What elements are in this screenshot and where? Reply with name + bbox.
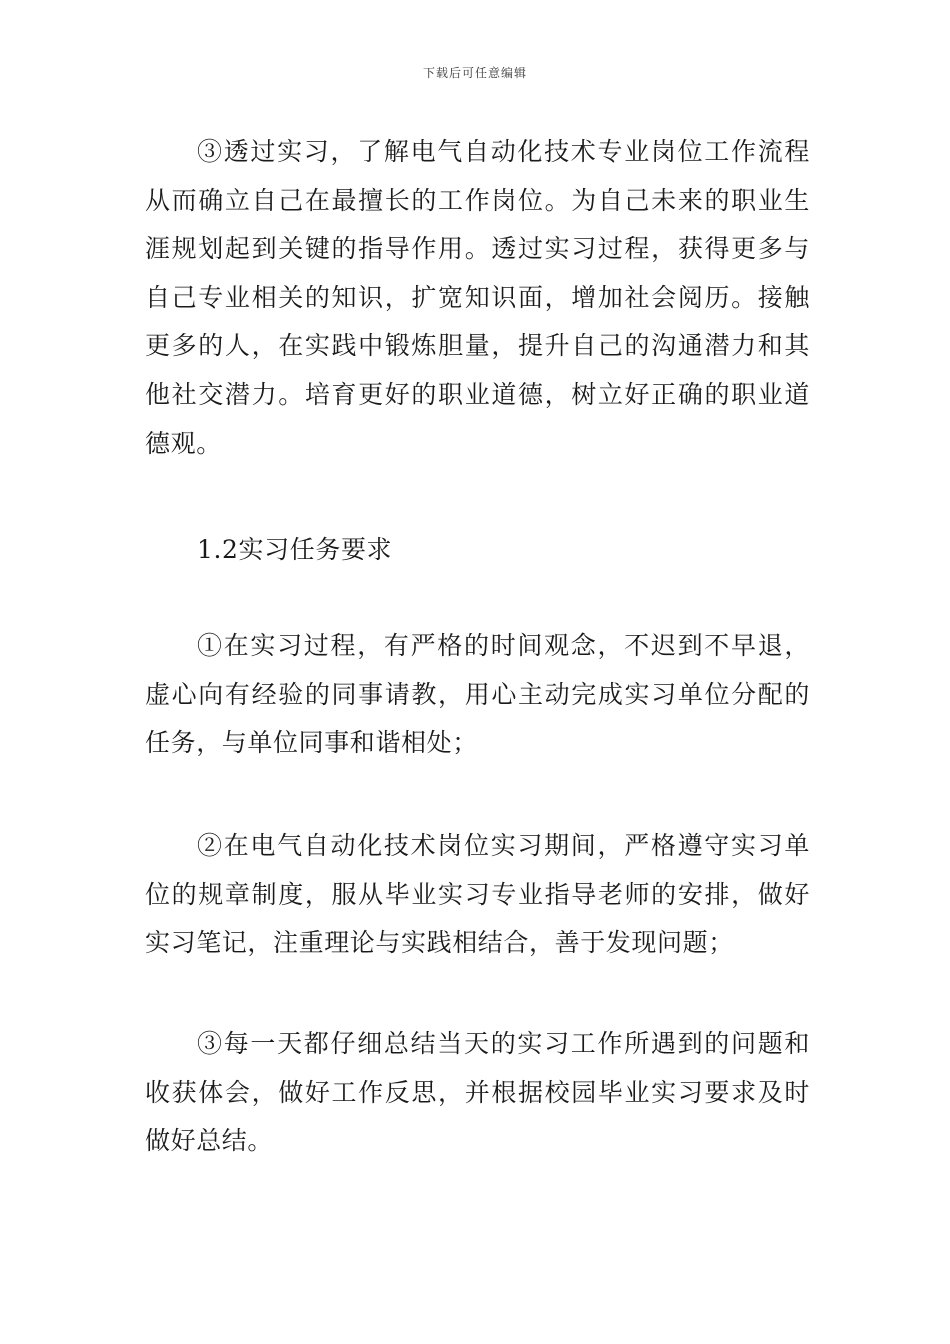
- paragraph-internship-purpose: ③透过实习，了解电气自动化技术专业岗位工作流程从而确立自己在最擅长的工作岗位。为自己未来的职业生涯规划起到关键的指导作用。透过实习过程，获得更多与自己专业相关的知识，扩宽知识面，增加社会阅历。接触更多的人，在实践中锻炼胆量，提升自己的沟通潜力和其他社交潜力。培育更好的职业道德，树立好正确的职业道德观。: [145, 137, 810, 458]
- paragraph-requirement-2: ②在电气自动化技术岗位实习期间，严格遵守实习单位的规章制度，服从毕业实习专业指导老师的安排，做好实习笔记，注重理论与实践相结合，善于发现问题；: [145, 831, 810, 958]
- paragraph-requirement-3: ③每一天都仔细总结当天的实习工作所遇到的问题和收获体会，做好工作反思，并根据校园毕业实习要求及时做好总结。: [145, 1029, 810, 1156]
- paragraph-requirement-1: ①在实习过程，有严格的时间观念，不迟到不早退，虚心向有经验的同事请教，用心主动完成实习单位分配的任务，与单位同事和谐相处；: [145, 631, 810, 758]
- section-heading: 1.2实习任务要求: [197, 535, 393, 564]
- page-header: 下载后可任意编辑: [422, 66, 527, 80]
